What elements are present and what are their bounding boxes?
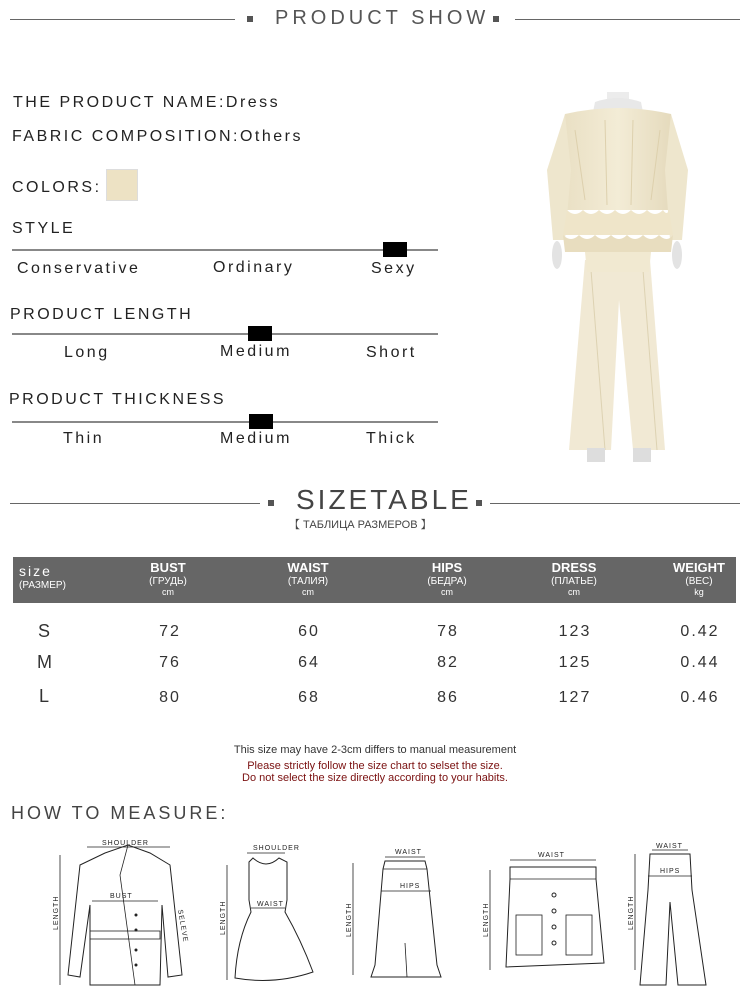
- style-option-conservative: Conservative: [17, 260, 141, 277]
- column-header-size: size (РАЗМЕР): [19, 563, 66, 591]
- cell-dress: 127: [558, 689, 592, 706]
- cell-weight: 0.44: [680, 654, 720, 671]
- jacket-measure-sketch: [50, 835, 195, 995]
- color-swatch: [106, 169, 138, 201]
- header-dot-left: [247, 16, 253, 22]
- cell-weight: 0.46: [680, 689, 720, 706]
- length-option-medium: Medium: [220, 343, 292, 360]
- thickness-option-thick: Thick: [366, 430, 417, 447]
- length-label: LENGTH: [483, 902, 490, 937]
- cell-bust: 72: [159, 623, 181, 640]
- how-to-measure-title: HOW TO MEASURE:: [11, 803, 229, 823]
- skirt-measure-sketch: [345, 845, 445, 990]
- column-header-waist: WAIST (ТАЛИЯ) cm: [287, 560, 329, 597]
- cell-dress: 123: [558, 623, 592, 640]
- length-slider-track: [12, 333, 438, 335]
- size-warning-2: Do not select the size directly according to your habits.: [242, 772, 508, 784]
- thickness-option-thin: Thin: [63, 430, 105, 447]
- hips-label: HIPS: [660, 868, 681, 875]
- header-dot-right: [493, 16, 499, 22]
- thickness-slider-marker: [249, 414, 273, 429]
- column-header-weight: WEIGHT (ВЕС) kg: [673, 560, 725, 597]
- length-title: PRODUCT LENGTH: [10, 306, 194, 323]
- waist-label: WAIST: [395, 849, 422, 856]
- sizetable-title: SIZETABLE: [296, 484, 472, 515]
- sizetable-dot-right: [476, 500, 482, 506]
- waist-label: WAIST: [656, 843, 683, 850]
- style-option-ordinary: Ordinary: [213, 259, 295, 276]
- style-title: STYLE: [12, 220, 76, 237]
- size-warning-1: Please strictly follow the size chart to selset the size.: [247, 760, 503, 772]
- measurement-note: This size may have 2-3cm differs to manual measurement: [233, 744, 517, 756]
- length-label: LENGTH: [346, 902, 353, 937]
- column-header-hips: HIPS (БЕДРА) cm: [427, 560, 467, 597]
- cell-size: M: [37, 652, 54, 672]
- cell-size: L: [38, 686, 51, 706]
- sizetable-dot-left: [268, 500, 274, 506]
- cell-dress: 125: [558, 654, 592, 671]
- shoulder-label: SHOULDER: [102, 840, 149, 847]
- cell-hips: 86: [437, 689, 459, 706]
- sleeve-label: SELEVE: [176, 909, 189, 944]
- product-name: THE PRODUCT NAME:Dress: [13, 94, 281, 111]
- waist-label: WAIST: [538, 852, 565, 859]
- hips-label: HIPS: [400, 883, 421, 890]
- cell-hips: 82: [437, 654, 459, 671]
- column-header-bust: BUST (ГРУДЬ) cm: [149, 560, 187, 597]
- thickness-slider-track: [12, 421, 438, 423]
- length-label: LENGTH: [53, 895, 60, 930]
- cell-hips: 78: [437, 623, 459, 640]
- size-table-header: [13, 557, 736, 603]
- length-option-long: Long: [64, 344, 110, 361]
- column-header-dress: DRESS (ПЛАТЬЕ) cm: [551, 560, 597, 597]
- cell-weight: 0.42: [680, 623, 720, 640]
- pants-measure-sketch: [620, 840, 710, 990]
- page-title: PRODUCT SHOW: [275, 7, 490, 29]
- length-slider-marker: [248, 326, 272, 341]
- header-rule-right: [515, 19, 740, 20]
- fabric-composition: FABRIC COMPOSITION:Others: [12, 128, 303, 145]
- shorts-measure-sketch: [478, 845, 618, 975]
- dress-measure-sketch: [215, 840, 315, 990]
- bust-label: BUST: [110, 893, 133, 900]
- cell-waist: 68: [298, 689, 320, 706]
- sizetable-subtitle: 【 ТАБЛИЦА РАЗМЕРОВ 】: [289, 519, 432, 531]
- thickness-title: PRODUCT THICKNESS: [9, 391, 227, 408]
- cell-size: S: [38, 621, 53, 641]
- header-rule-left: [10, 19, 235, 20]
- style-slider-marker: [383, 242, 407, 257]
- cell-waist: 60: [298, 623, 320, 640]
- length-label: LENGTH: [628, 895, 635, 930]
- product-photo: [545, 90, 690, 465]
- cell-waist: 64: [298, 654, 320, 671]
- style-option-sexy: Sexy: [371, 260, 417, 277]
- shoulder-label: SHOULDER: [253, 845, 300, 852]
- waist-label: WAIST: [257, 901, 284, 908]
- length-label: LENGTH: [220, 900, 227, 935]
- style-slider-track: [12, 249, 438, 251]
- length-option-short: Short: [366, 344, 417, 361]
- sizetable-rule-right: [490, 503, 740, 504]
- thickness-option-medium: Medium: [220, 430, 292, 447]
- colors-label: COLORS:: [12, 179, 102, 196]
- sizetable-rule-left: [10, 503, 260, 504]
- cell-bust: 80: [159, 689, 181, 706]
- cell-bust: 76: [159, 654, 181, 671]
